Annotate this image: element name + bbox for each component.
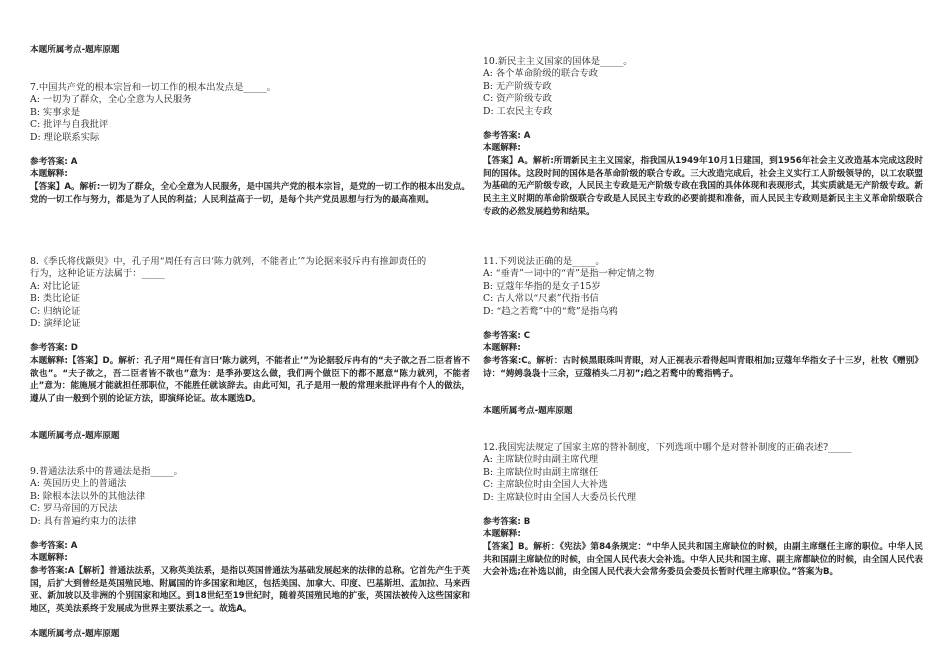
answer-label: 参考答案: D (30, 343, 78, 354)
option-d: D: 主席缺位时由全国人大委员长代理 (483, 491, 636, 503)
option-c: C: 罗马帝国的万民法 (30, 503, 118, 515)
question-text: 11.下列说法正确的是_____。 (483, 256, 605, 267)
option-c: C: 批评与自我批评 (30, 119, 109, 131)
question-12 (483, 442, 923, 579)
question-text-line-2: 行为，这种论证方法属于：_____ (30, 268, 165, 280)
source-tag (30, 628, 470, 640)
answer-label: 参考答案: B (483, 517, 531, 528)
explanation-text: 本题解释:【答案】D。解析：孔子用“周任有言曰‘陈力就列，不能者止’”为论据驳斥冉有的“夫子欲之吾二臣者皆不欲也”。“夫子欲之，吾二臣者皆不欲也”意为：是季孙要这么做，我们两个做臣下的都不愿意“陈力就列，不能者止”意为：能施展才能就担任那职位，不能胜任就该辞去。由此可知，孔子是用一般的常理来批评冉有个人的做法，遵从了由一般到个别的论证方法，即演绎论证。故本题选D。 (30, 355, 470, 404)
option-c: C: 归纳论证 (30, 305, 81, 317)
explanation-title: 本题解释: (483, 343, 521, 354)
option-a: A: 主席缺位时由副主席代理 (483, 454, 599, 466)
source-label: 本题所属考点-题库原题 (30, 629, 120, 639)
answer-label: 参考答案: A (483, 131, 531, 142)
question-text: 12.我国宪法规定了国家主席的替补制度，下列选项中哪个是对替补制度的正确表述?_____ (483, 442, 852, 453)
question-text-line-1: 8.《季氏将伐颛臾》中，孔子用“周任有言曰‘陈力就列，不能者止’”为论据来驳斥冉有推卸责任的 (30, 256, 427, 267)
option-d: D: 具有普遍约束力的法律 (30, 515, 137, 527)
source-label: 本题所属考点-题库原题 (30, 431, 120, 441)
source-tag (30, 44, 470, 56)
source-label: 本题所属考点-题库原题 (483, 406, 573, 416)
explanation-title: 本题解释: (30, 169, 68, 180)
explanation-title: 本题解释: (30, 553, 68, 564)
explanation-title: 本题解释: (483, 143, 521, 154)
option-d: D: “趋之若鹜”中的“鹜”是指乌鸦 (483, 305, 618, 317)
explanation-title: 本题解释: (483, 529, 521, 540)
source-label: 本题所属考点-题库原题 (30, 45, 120, 55)
option-b: B: 主席缺位时由副主席继任 (483, 466, 599, 478)
question-8 (30, 256, 470, 406)
option-a: A: 各个革命阶级的联合专政 (483, 68, 599, 80)
option-b: B: 除根本法以外的其他法律 (30, 490, 146, 502)
question-11 (483, 256, 923, 380)
option-d: D: 演绎论证 (30, 318, 81, 330)
option-d: D: 理论联系实际 (30, 131, 100, 143)
option-b: B: 无产阶级专政 (483, 80, 552, 92)
explanation-text: 参考答案:A【解析】普通法法系，又称英美法系，是指以英国普通法为基础发展起来的法律的总称。它首先产生于英国，后扩大到曾经是英国殖民地、附属国的许多国家和地区，包括美国、加拿大、印度、巴基斯坦、孟加拉、马来西亚、新加坡以及非洲的个别国家和地区。到18世纪至19世纪时，随着英国殖民地的扩张，英国法被传入这些国家和地区，英美法系终于发展成为世界主要法系之一。故选A。 (30, 565, 470, 614)
option-c: C: 古人常以“尺素”代指书信 (483, 293, 599, 305)
option-c: C: 资产阶级专政 (483, 93, 552, 105)
explanation-text: 参考答案:C。解析：古时候黑眼珠叫青眼，对人正视表示看得起叫青眼相加;豆蔻年华指女子十三岁，杜牧《赠别》诗：“娉娉袅袅十三余，豆蔻梢头二月初”;趋之若鹜中的鹜指鸭子。 (483, 355, 923, 379)
option-d: D: 工农民主专政 (483, 105, 553, 117)
option-a: A: 一切为了群众，全心全意为人民服务 (30, 94, 192, 106)
option-a: A: 对比论证 (30, 280, 80, 292)
answer-label: 参考答案: A (30, 541, 78, 552)
answer-label: 参考答案: A (30, 157, 78, 168)
option-a: A: “垂青”一词中的“青”是指一种定情之物 (483, 268, 655, 280)
question-9 (30, 466, 470, 616)
option-a: A: 英国历史上的普通法 (30, 478, 127, 490)
source-tag (483, 405, 923, 417)
option-b: B: 豆蔻年华指的是女子15岁 (483, 280, 601, 292)
explanation-text: 【答案】B。解析：《宪法》第84条规定：“中华人民共和国主席缺位的时候，由副主席继任主席的职位。中华人民共和国副主席缺位的时候，由全国人民代表大会补选。中华人民共和国主席、副主席都缺位的时候，由全国人民代表大会补选;在补选以前，由全国人民代表大会常务委员会委员长暂时代理主席职位。”答案为B。 (483, 541, 923, 578)
answer-label: 参考答案: C (483, 331, 531, 342)
option-b: B: 实事求是 (30, 106, 81, 118)
question-7 (30, 82, 470, 206)
question-10 (483, 56, 923, 218)
question-text: 7.中国共产党的根本宗旨和一切工作的根本出发点是_____。 (30, 82, 276, 93)
explanation-text: 【答案】A。解析:所谓新民主主义国家，指我国从1949年10月1日建国，到1956年社会主义改造基本完成这段时间的国体。这段时间的国体是各革命阶级的联合专政。三大改造完成后，社会主义实行工人阶级领导的，以工农联盟为基础的无产阶级专政，人民民主专政是无产阶级专政在我国的具体体现和表现形式，其实质就是无产阶级专政。新民主主义时期的革命阶级联合专政是人民民主专政的必要前提和准备，而人民民主专政则是新民主主义革命阶级联合专政的必然发展趋势和结果。 (483, 155, 923, 217)
question-text: 10.新民主主义国家的国体是_____。 (483, 56, 633, 67)
explanation-text: 【答案】A。解析:一切为了群众，全心全意为人民服务，是中国共产党的根本宗旨，是党的一切工作的根本出发点。党的一切工作与努力，都是为了人民的利益；人民利益高于一切，是每个共产党员思想与行为的最高准则。 (30, 181, 470, 205)
option-b: B: 类比论证 (30, 293, 81, 305)
question-text: 9.普通法法系中的普通法是指_____。 (30, 466, 183, 477)
source-tag (30, 430, 470, 442)
option-c: C: 主席缺位时由全国人大补选 (483, 479, 608, 491)
